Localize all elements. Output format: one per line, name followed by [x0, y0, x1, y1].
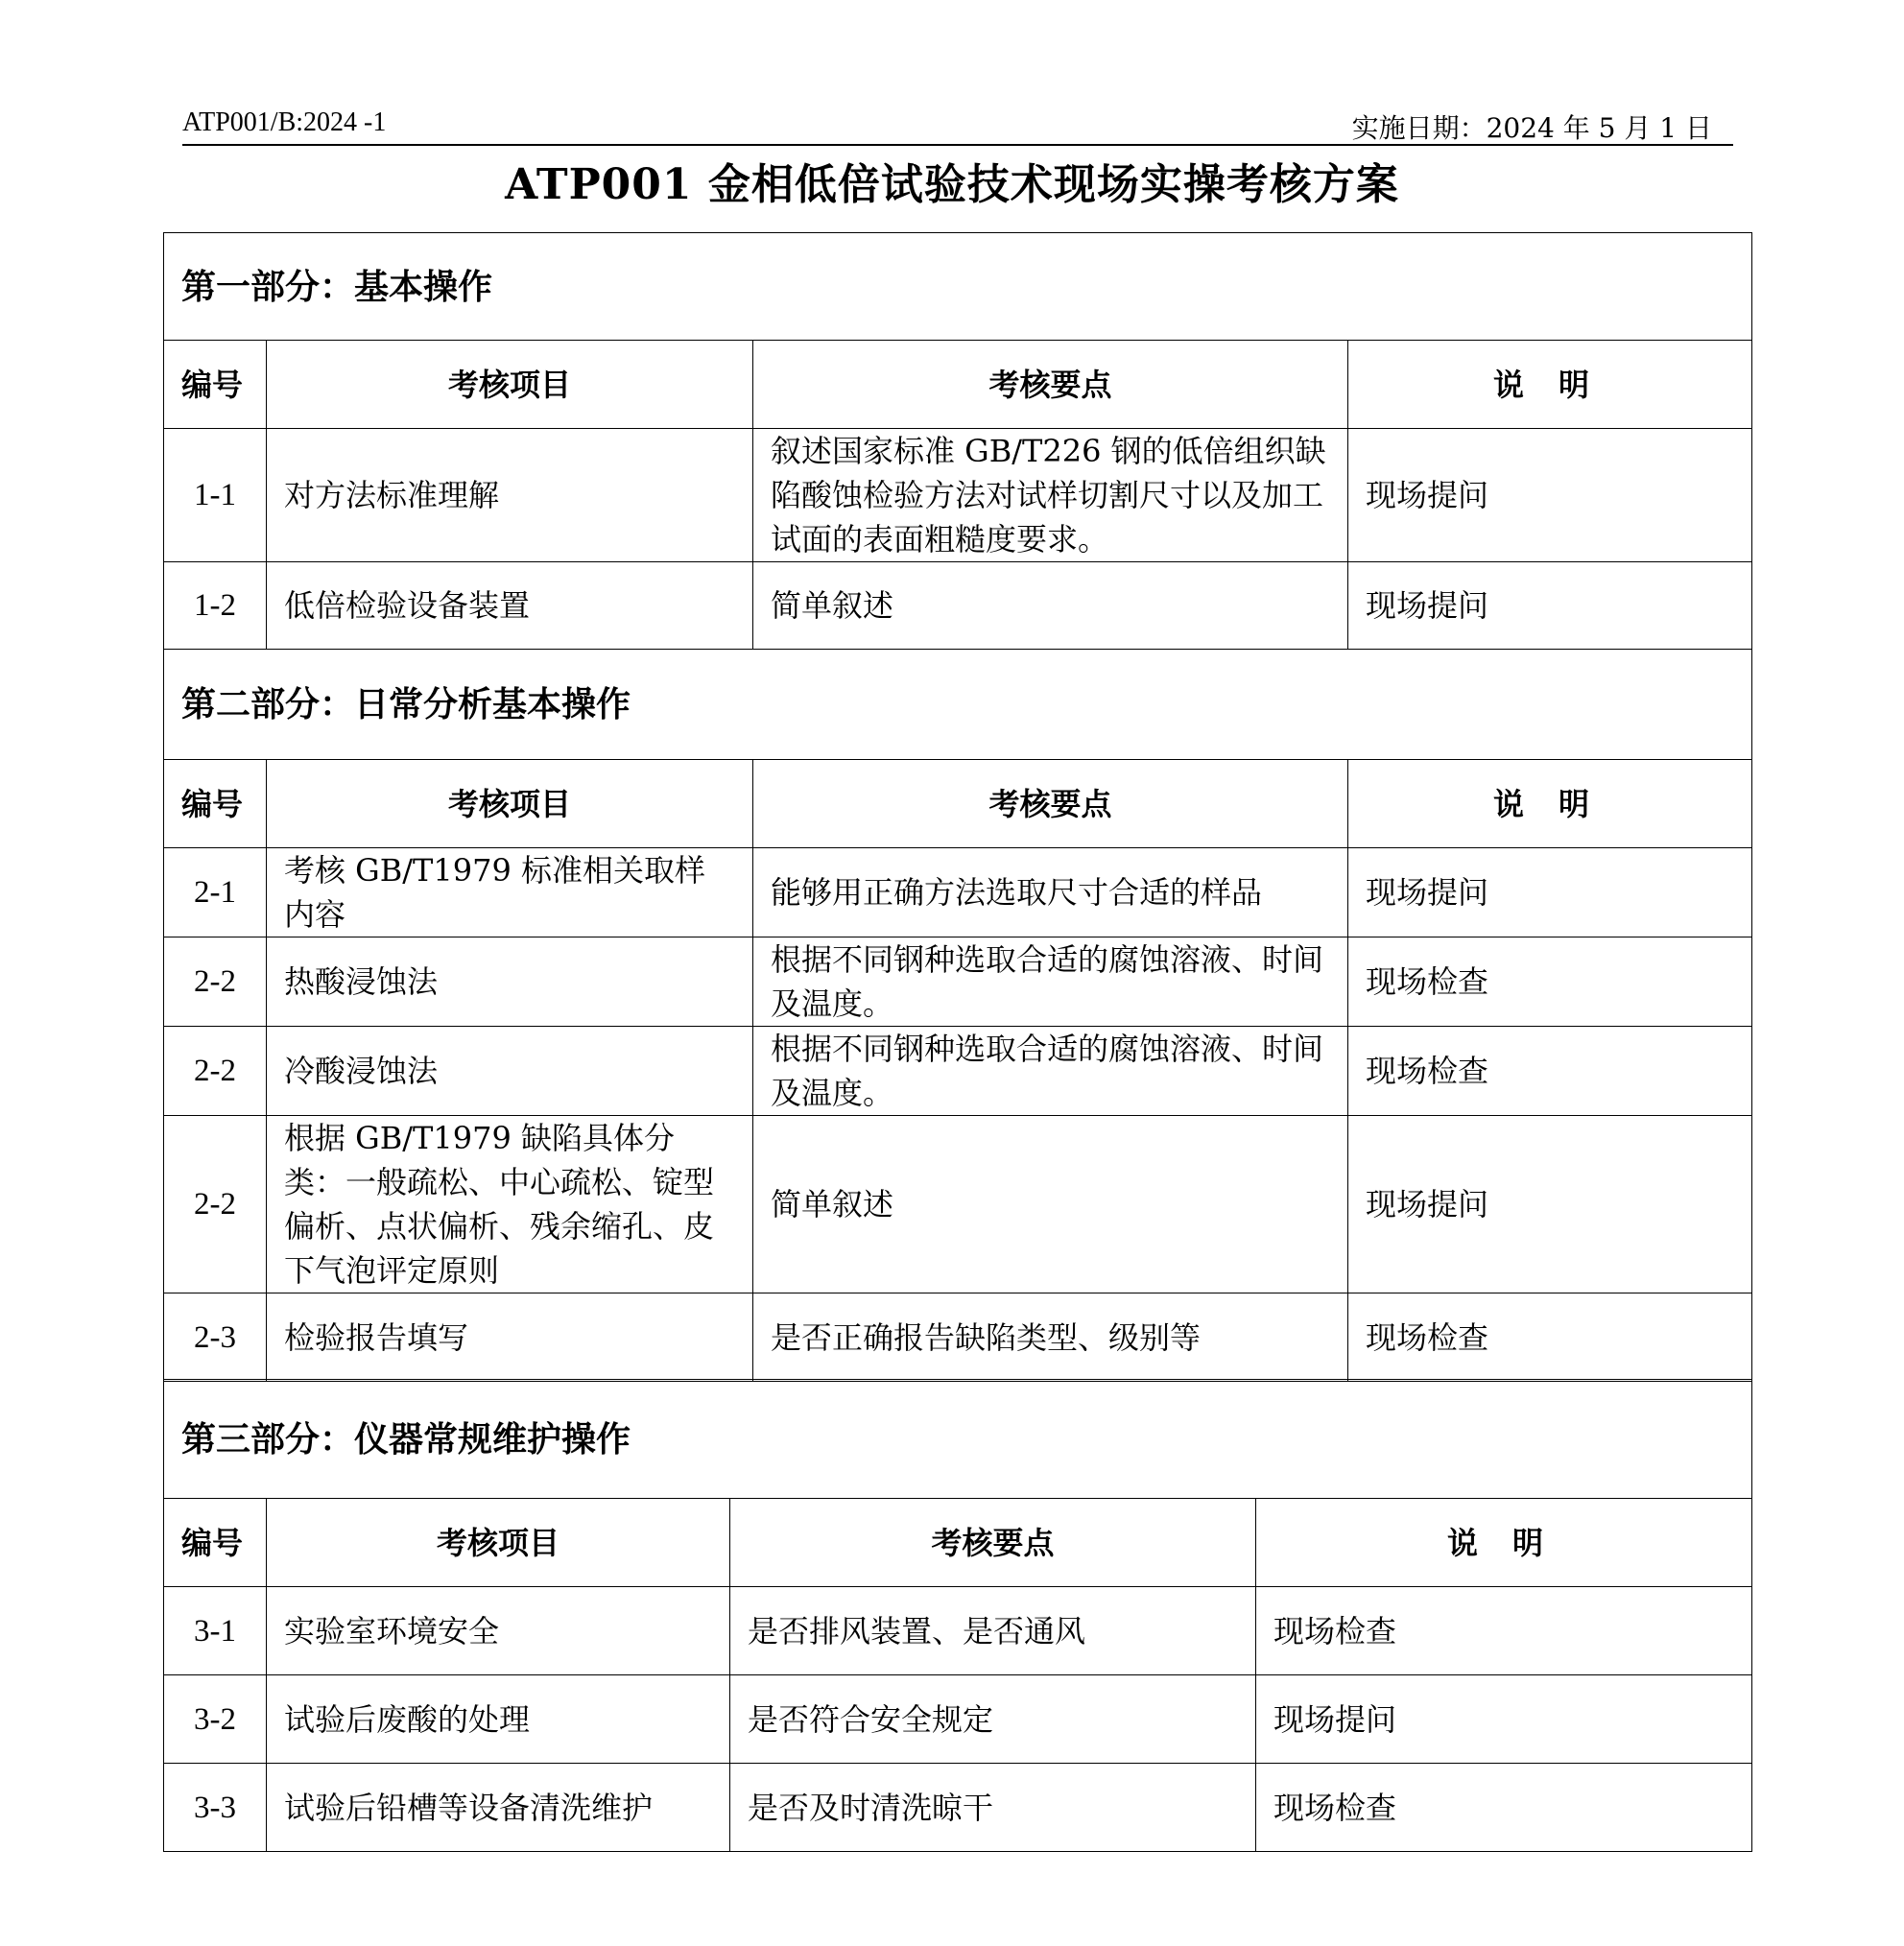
table-row [164, 1675, 1752, 1764]
row-points: 根据不同钢种选取合适的腐蚀溶液、时间及温度。 [753, 1027, 1348, 1116]
table-row [164, 1764, 1752, 1852]
row-item: 对方法标准理解 [267, 429, 753, 562]
section-title: 第三部分：仪器常规维护操作 [164, 1380, 1752, 1499]
row-item: 试验后废酸的处理 [267, 1675, 730, 1764]
header-explain: 说明 [1348, 341, 1752, 429]
row-points: 是否排风装置、是否通风 [730, 1587, 1256, 1675]
row-explain: 现场检查 [1256, 1764, 1752, 1852]
row-item: 试验后铅槽等设备清洗维护 [267, 1764, 730, 1852]
row-no: 2-3 [164, 1293, 267, 1382]
row-item: 热酸浸蚀法 [267, 937, 753, 1027]
table-header-row [164, 1499, 1752, 1587]
section-2-table [163, 649, 1752, 1382]
section-title-row [164, 1380, 1752, 1499]
row-explain: 现场检查 [1256, 1587, 1752, 1675]
header-points: 考核要点 [753, 760, 1348, 848]
row-no: 2-2 [164, 1116, 267, 1293]
row-no: 3-2 [164, 1675, 267, 1764]
table-row [164, 1587, 1752, 1675]
row-no: 2-1 [164, 848, 267, 937]
row-no: 2-2 [164, 937, 267, 1027]
row-points: 是否正确报告缺陷类型、级别等 [753, 1293, 1348, 1382]
header-item: 考核项目 [267, 760, 753, 848]
row-no: 1-2 [164, 562, 267, 650]
table-row [164, 1116, 1752, 1293]
table-header-row [164, 341, 1752, 429]
row-no: 3-1 [164, 1587, 267, 1675]
header-explain: 说明 [1256, 1499, 1752, 1587]
section-1-table [163, 232, 1752, 650]
row-no: 1-1 [164, 429, 267, 562]
header-item: 考核项目 [267, 1499, 730, 1587]
section-3-table [163, 1379, 1752, 1852]
row-item: 根据 GB/T1979 缺陷具体分类：一般疏松、中心疏松、锭型偏析、点状偏析、残余缩孔、皮下气泡评定原则 [267, 1116, 753, 1293]
section-title-row [164, 650, 1752, 760]
row-item: 实验室环境安全 [267, 1587, 730, 1675]
row-item: 考核 GB/T1979 标准相关取样内容 [267, 848, 753, 937]
page-title: ATP001 金相低倍试验技术现场实操考核方案 [505, 160, 1399, 209]
row-no: 3-3 [164, 1764, 267, 1852]
section-title: 第一部分：基本操作 [164, 233, 1752, 341]
header-no: 编号 [164, 341, 267, 429]
row-points: 叙述国家标准 GB/T226 钢的低倍组织缺陷酸蚀检验方法对试样切割尺寸以及加工试面的表面粗糙度要求。 [753, 429, 1348, 562]
header-no: 编号 [164, 760, 267, 848]
header-no: 编号 [164, 1499, 267, 1587]
row-explain: 现场提问 [1348, 562, 1752, 650]
section-title-row [164, 233, 1752, 341]
row-explain: 现场提问 [1348, 1116, 1752, 1293]
row-explain: 现场提问 [1348, 848, 1752, 937]
doc-code: ATP001/B:2024 -1 [182, 107, 387, 137]
header-explain: 说明 [1348, 760, 1752, 848]
section-title: 第二部分：日常分析基本操作 [164, 650, 1752, 760]
row-points: 是否符合安全规定 [730, 1675, 1256, 1764]
table-row [164, 1027, 1752, 1116]
row-item: 冷酸浸蚀法 [267, 1027, 753, 1116]
row-explain: 现场检查 [1348, 937, 1752, 1027]
table-row [164, 937, 1752, 1027]
header-points: 考核要点 [730, 1499, 1256, 1587]
table-row [164, 848, 1752, 937]
row-points: 能够用正确方法选取尺寸合适的样品 [753, 848, 1348, 937]
row-points: 简单叙述 [753, 562, 1348, 650]
row-item: 检验报告填写 [267, 1293, 753, 1382]
row-explain: 现场检查 [1348, 1027, 1752, 1116]
row-item: 低倍检验设备装置 [267, 562, 753, 650]
row-explain: 现场提问 [1348, 429, 1752, 562]
row-no: 2-2 [164, 1027, 267, 1116]
header-item: 考核项目 [267, 341, 753, 429]
row-points: 是否及时清洗晾干 [730, 1764, 1256, 1852]
table-header-row [164, 760, 1752, 848]
header-points: 考核要点 [753, 341, 1348, 429]
table-row [164, 1293, 1752, 1382]
row-explain: 现场提问 [1256, 1675, 1752, 1764]
table-row [164, 562, 1752, 650]
row-explain: 现场检查 [1348, 1293, 1752, 1382]
row-points: 简单叙述 [753, 1116, 1348, 1293]
table-row [164, 429, 1752, 562]
row-points: 根据不同钢种选取合适的腐蚀溶液、时间及温度。 [753, 937, 1348, 1027]
effective-date: 实施日期：2024 年 5 月 1 日 [1351, 112, 1712, 144]
page-header [182, 104, 1733, 146]
